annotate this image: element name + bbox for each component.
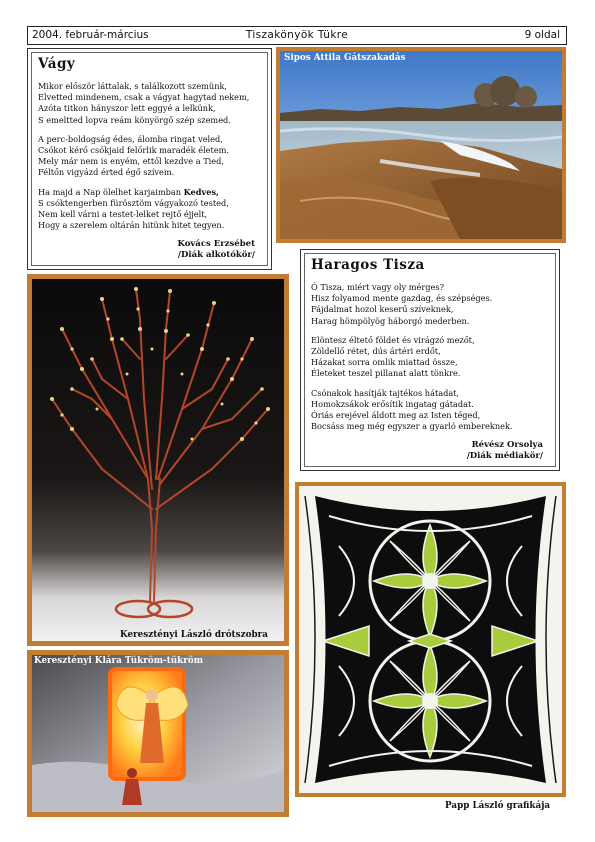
poem-author (311, 440, 549, 462)
poem-stanza (38, 187, 261, 232)
poem-line: Mikor először láttalak, s találkozott szemünk, (38, 81, 228, 91)
flood-photo-icon (280, 51, 562, 239)
author-name: Révész Orsolya (471, 440, 543, 451)
poem-stanza (38, 134, 261, 179)
poem-stanza (311, 282, 549, 327)
poem-stanza (311, 388, 549, 433)
poem-haragos-tisza-box (300, 249, 560, 471)
poem-line: A perc-boldogság édes, álomba ringat veled, (38, 133, 223, 144)
poem-line: Hogy a szerelem oltárán hitünk hitet tegyen. (38, 220, 225, 231)
flood-photo-frame (276, 47, 566, 243)
author-group: /Diák alkotókör/ (177, 250, 255, 261)
poem-line: Hisz folyamod mente gazdag, és szépséges. (311, 293, 493, 304)
poem-line: Nem kell várni a testet-lelket rejtő éjjelt, (38, 209, 208, 220)
poem-line: Bocsáss meg még egyszer a gyarló embereknek. (311, 421, 513, 432)
poem-line: Csókot kérő csókjaid felőrlik maradék életem. (38, 145, 230, 156)
poem-line: Azóta titkon hányszor lett eggyé a lelkünk, (38, 103, 216, 114)
magazine-title: Tiszakönyök Tükre (245, 29, 349, 41)
page-number: 9 oldal (524, 29, 560, 41)
poem-line: Féltőn vigyázd érted égő szívem. (38, 167, 175, 178)
poem-line: Házakat sorra omlik miattad össze, (311, 357, 458, 368)
poem-line: Elöntesz éltető földet és virágzó mezőt, (311, 334, 475, 345)
poem-title: Haragos Tisza (311, 257, 425, 273)
poem-line: S csóktengerben fürösztöm vágyakozó tested, (38, 197, 229, 208)
poem-stanza (38, 81, 261, 126)
wire-tree-sculpture-icon (32, 279, 284, 641)
flood-caption: Sipos Attila Gátszakadás (284, 53, 406, 63)
graphic-caption: Papp László grafikája (445, 801, 551, 811)
poem-vagy-box (27, 48, 272, 270)
poem-keyword: Kedves, (183, 186, 219, 197)
angel-caption: Keresztényi Klára Tükröm-tükröm (34, 656, 204, 666)
poem-line (38, 187, 261, 198)
page-header (27, 26, 567, 45)
poem-line: Harag hömpölyög háborgó mederben. (311, 315, 470, 326)
poem-line: Fájdalmat hozol keserű szíveknek, (311, 304, 454, 315)
tree-caption: Keresztényi László drótszobra (120, 630, 268, 640)
issue-date: 2004. február-március (32, 29, 149, 41)
angel-photo-frame (27, 650, 289, 817)
poem-line: Mely már nem is enyém, ettől kezdve a Tied, (38, 156, 224, 167)
author-group: /Diák médiakör/ (466, 451, 543, 462)
poem-line-text: Ha majd a Nap ölelhet karjaimban (38, 186, 184, 197)
poem-line: Óriás erejével áldott meg az Isten téged, (311, 410, 481, 421)
graphic-photo-frame (295, 482, 566, 797)
poem-title: Vágy (38, 56, 76, 72)
poem-stanza (311, 335, 549, 380)
poem-line: Homokzsákok erősítik ingatag gátadat. (311, 398, 474, 409)
poem-line: S emeltted lopva reám könyörgő szép szemed. (38, 114, 231, 125)
tree-photo-frame (27, 274, 289, 646)
poem-author (38, 239, 261, 261)
angel-drawing-icon (32, 655, 284, 812)
geometric-graphic-icon (299, 486, 562, 793)
poem-line: Csónakok hasítják tajtékos hátadat, (311, 387, 460, 398)
poem-line: Elvetted mindenem, csak a vágyat hagytad nekem, (38, 92, 250, 103)
author-name: Kovács Erzsébet (177, 239, 255, 250)
poem-line: Ó Tisza, miért vagy oly mérges? (311, 282, 444, 292)
poem-line: Életeket teszel pillanat alatt tönkre. (311, 368, 461, 379)
poem-line: Zöldellő rétet, dús ártéri erdőt, (311, 346, 441, 357)
